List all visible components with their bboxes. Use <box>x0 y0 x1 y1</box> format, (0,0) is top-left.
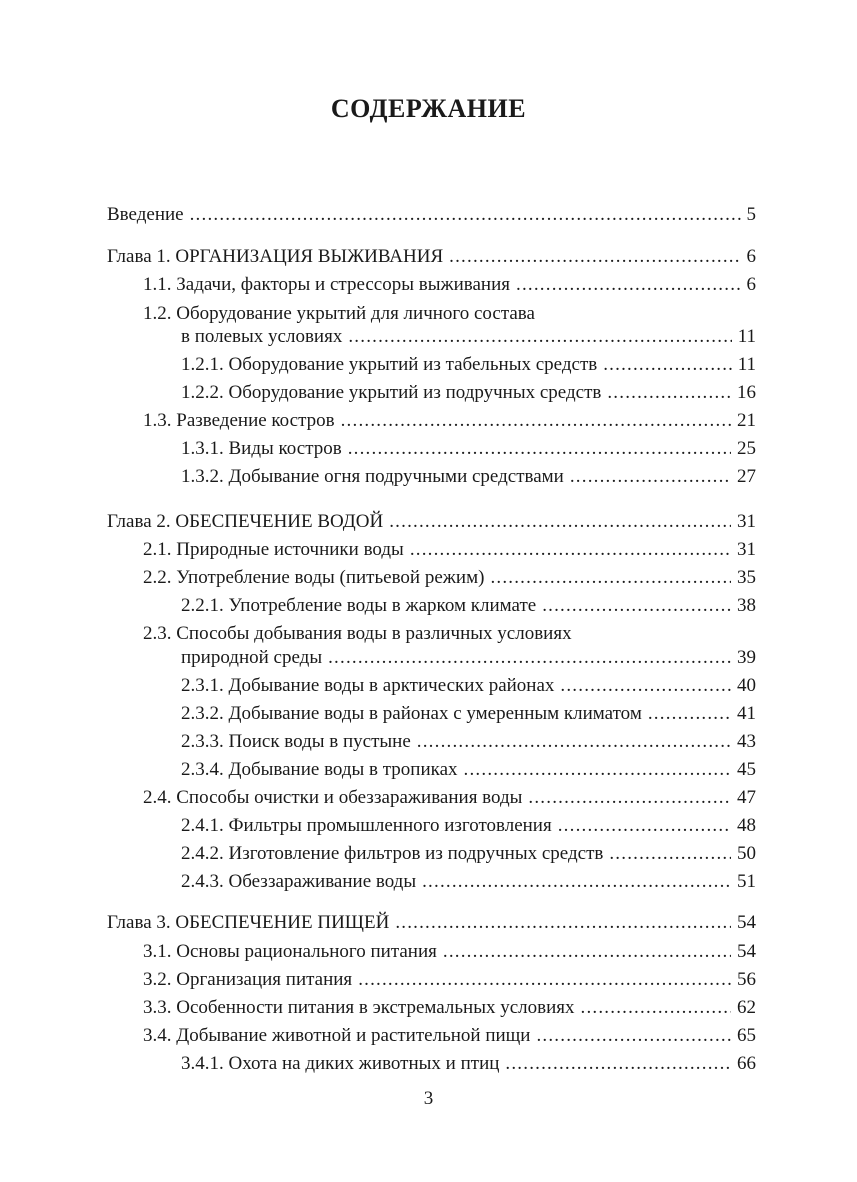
toc-entry-page: 35 <box>737 567 756 588</box>
toc-entry-label: природной среды <box>181 647 323 668</box>
toc-entry-label: 2.2. Употребление воды (питьевой режим) <box>143 567 485 588</box>
toc-entry-label: 3.2. Организация питания <box>143 969 353 990</box>
toc-entry-page: 48 <box>737 815 756 836</box>
dot-leader <box>516 273 741 297</box>
dot-leader <box>190 203 741 227</box>
dot-leader <box>348 325 731 349</box>
toc-entry-2-4-1[interactable] <box>0 814 857 838</box>
toc-entry-label: 2.3.2. Добывание воды в районах с умеренным климатом <box>181 703 642 724</box>
toc-entry-label: Глава 1. ОРГАНИЗАЦИЯ ВЫЖИВАНИЯ <box>107 246 444 267</box>
toc-entry-chapter-1[interactable] <box>0 245 857 269</box>
dot-leader <box>464 758 731 782</box>
toc-entry-2-3-4[interactable] <box>0 758 857 782</box>
toc-entry-page: 45 <box>737 759 756 780</box>
toc-entry-page: 62 <box>737 997 756 1018</box>
toc-entry-label: 3.4.1. Охота на диких животных и птиц <box>181 1053 500 1074</box>
toc-entry-2-4-2[interactable] <box>0 842 857 866</box>
toc-entry-label: 1.2.2. Оборудование укрытий из подручных средств <box>181 382 602 403</box>
toc-entry-1-3-1[interactable] <box>0 437 857 461</box>
toc-entry-label: 2.4.1. Фильтры промышленного изготовления <box>181 815 552 836</box>
dot-leader <box>348 437 731 461</box>
toc-entry-label: Введение <box>107 204 184 225</box>
toc-entry-label: 1.2.1. Оборудование укрытий из табельных средств <box>181 354 598 375</box>
toc-entry-page: 11 <box>737 354 756 375</box>
toc-entry-label: 3.4. Добывание животной и растительной пищи <box>143 1025 531 1046</box>
toc-entry-page: 11 <box>737 326 756 347</box>
toc-entry-label: 2.1. Природные источники воды <box>143 539 404 560</box>
dot-leader <box>505 1052 731 1076</box>
toc-entry-page: 66 <box>737 1053 756 1074</box>
dot-leader <box>328 646 731 670</box>
toc-entry-page: 31 <box>737 511 756 532</box>
dot-leader <box>358 968 731 992</box>
dot-leader <box>609 842 731 866</box>
toc-entry-page: 51 <box>737 871 756 892</box>
toc-entry-label: 2.3.4. Добывание воды в тропиках <box>181 759 458 780</box>
dot-leader <box>389 510 731 534</box>
toc-entry-2-4[interactable] <box>0 786 857 810</box>
toc-entry-page: 16 <box>737 382 756 403</box>
dot-leader <box>395 911 731 935</box>
toc-entry-3-4[interactable] <box>0 1024 857 1048</box>
dot-leader <box>490 566 731 590</box>
toc-entry-2-3-3[interactable] <box>0 730 857 754</box>
toc-entry-3-3[interactable] <box>0 996 857 1020</box>
toc-entry-2-3-2[interactable] <box>0 702 857 726</box>
toc-entry-2-3-first-line[interactable]: 2.3. Способы добывания воды в различных условиях <box>143 623 572 644</box>
dot-leader <box>536 1024 731 1048</box>
dot-leader <box>542 594 731 618</box>
toc-entry-page: 27 <box>737 466 756 487</box>
toc-entry-label: 2.3.1. Добывание воды в арктических районах <box>181 675 555 696</box>
toc-entry-page: 41 <box>737 703 756 724</box>
toc-entry-1-3[interactable] <box>0 409 857 433</box>
toc-entry-page: 25 <box>737 438 756 459</box>
toc-entry-label: 1.3.1. Виды костров <box>181 438 342 459</box>
toc-entry-page: 54 <box>737 912 756 933</box>
dot-leader <box>341 409 731 433</box>
page-number: 3 <box>423 1088 434 1109</box>
toc-entry-1-2-1[interactable] <box>0 353 857 377</box>
toc-entry-page: 39 <box>737 647 756 668</box>
toc-entry-3-2[interactable] <box>0 968 857 992</box>
toc-entry-label: 2.4.2. Изготовление фильтров из подручных средств <box>181 843 604 864</box>
toc-entry-label: 2.3.3. Поиск воды в пустыне <box>181 731 411 752</box>
toc-entry-intro[interactable] <box>0 203 857 227</box>
toc-entry-2-2[interactable] <box>0 566 857 590</box>
toc-entry-3-1[interactable] <box>0 940 857 964</box>
toc-entry-label: 2.4.3. Обеззараживание воды <box>181 871 417 892</box>
toc-entry-page: 43 <box>737 731 756 752</box>
toc-entry-3-4-1[interactable] <box>0 1052 857 1076</box>
page-title: СОДЕРЖАНИЕ <box>330 94 527 123</box>
dot-leader <box>603 353 731 377</box>
toc-entry-chapter-3[interactable] <box>0 911 857 935</box>
toc-entry-label: 2.4. Способы очистки и обеззараживания воды <box>143 787 523 808</box>
toc-entry-1-3-2[interactable] <box>0 465 857 489</box>
toc-entry-2-2-1[interactable] <box>0 594 857 618</box>
toc-entry-2-1[interactable] <box>0 538 857 562</box>
toc-entry-page: 5 <box>746 204 756 225</box>
toc-entry-page: 47 <box>737 787 756 808</box>
toc-entry-page: 38 <box>737 595 756 616</box>
toc-entry-page: 54 <box>737 941 756 962</box>
toc-entry-page: 40 <box>737 675 756 696</box>
dot-leader <box>560 674 731 698</box>
toc-entry-2-3-1[interactable] <box>0 674 857 698</box>
toc-entry-label: 1.3. Разведение костров <box>143 410 335 431</box>
dot-leader <box>410 538 731 562</box>
toc-entry-label: 3.1. Основы рационального питания <box>143 941 437 962</box>
dot-leader <box>449 245 740 269</box>
dot-leader <box>443 940 731 964</box>
toc-entry-1-2[interactable] <box>0 325 857 349</box>
toc-entry-page: 6 <box>746 246 756 267</box>
toc-entry-2-3[interactable] <box>0 646 857 670</box>
dot-leader <box>417 730 731 754</box>
dot-leader <box>570 465 731 489</box>
toc-entry-label: в полевых условиях <box>181 326 343 347</box>
dot-leader <box>648 702 731 726</box>
toc-entry-1-1[interactable] <box>0 273 857 297</box>
toc-entry-1-2-2[interactable] <box>0 381 857 405</box>
toc-entry-label: 2.2.1. Употребление воды в жарком климате <box>181 595 537 616</box>
toc-entry-page: 65 <box>737 1025 756 1046</box>
toc-entry-2-4-3[interactable] <box>0 870 857 894</box>
toc-entry-label: Глава 2. ОБЕСПЕЧЕНИЕ ВОДОЙ <box>107 511 384 532</box>
toc-entry-1-2-first-line[interactable]: 1.2. Оборудование укрытий для личного состава <box>143 303 535 324</box>
toc-entry-page: 56 <box>737 969 756 990</box>
toc-entry-label: 3.3. Особенности питания в экстремальных условиях <box>143 997 575 1018</box>
toc-entry-page: 50 <box>737 843 756 864</box>
toc-entry-label: 1.3.2. Добывание огня подручными средствами <box>181 466 564 487</box>
dot-leader <box>422 870 731 894</box>
toc-entry-label: Глава 3. ОБЕСПЕЧЕНИЕ ПИЩЕЙ <box>107 912 390 933</box>
toc-entry-chapter-2[interactable] <box>0 510 857 534</box>
toc-entry-page: 21 <box>737 410 756 431</box>
dot-leader <box>581 996 732 1020</box>
dot-leader <box>607 381 731 405</box>
toc-entry-label: 1.1. Задачи, факторы и стрессоры выживания <box>143 274 510 295</box>
toc-entry-page: 31 <box>737 539 756 560</box>
dot-leader <box>558 814 731 838</box>
dot-leader <box>528 786 731 810</box>
toc-entry-page: 6 <box>746 274 756 295</box>
